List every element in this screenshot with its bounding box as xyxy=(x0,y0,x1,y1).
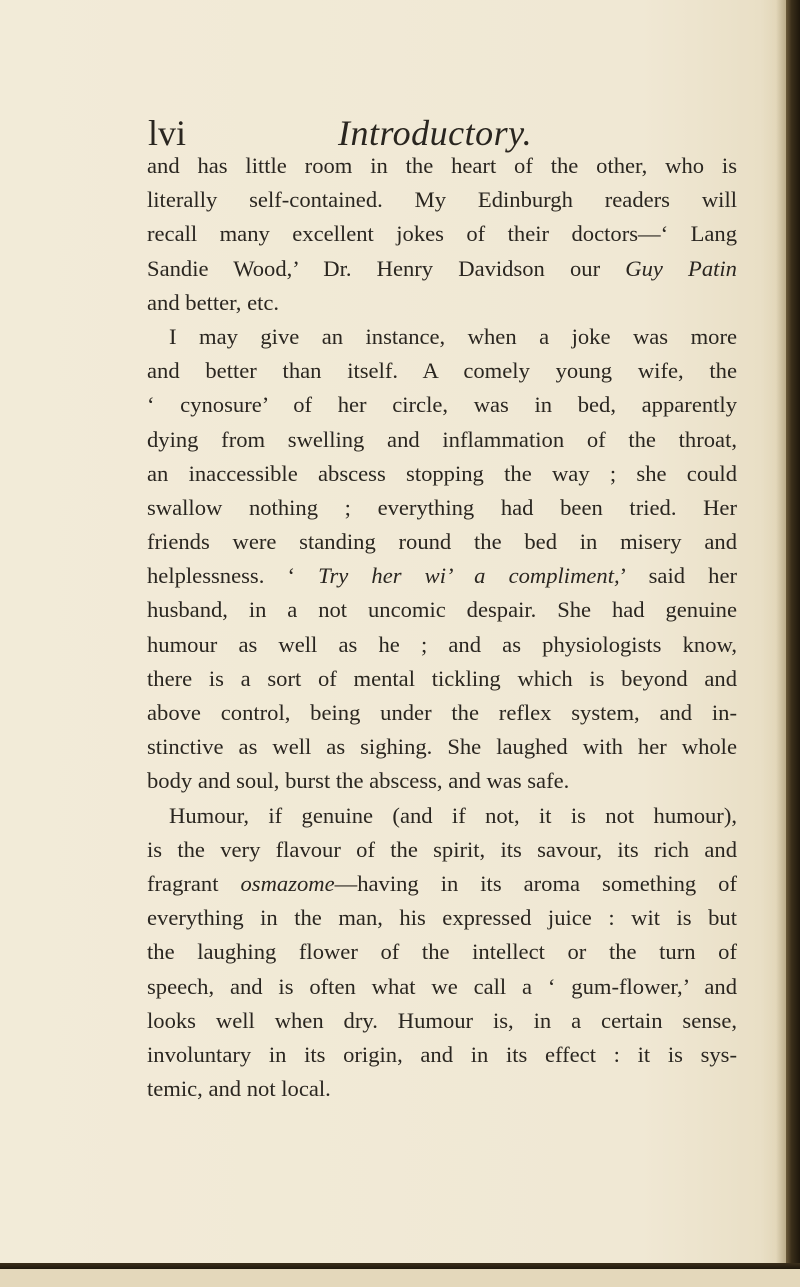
text-line: swallow nothing ; everything had been tried. Her xyxy=(147,494,737,520)
text-line: speech, and is often what we call a ‘ gum-flower,’ and xyxy=(147,973,737,999)
italic-run: Try her wi’ a compliment, xyxy=(318,563,620,589)
body-text xyxy=(147,149,737,1106)
text-run: ’ said her xyxy=(619,563,737,589)
text-line: Humour, if genuine (and if not, it is not humour), xyxy=(169,802,737,828)
text-line: there is a sort of mental tickling which is beyond and xyxy=(147,665,737,691)
text-run: fragrant xyxy=(147,870,241,896)
text-line: an inaccessible abscess stopping the way ; she could xyxy=(147,460,737,486)
text-line: looks well when dry. Humour is, in a certain sense, xyxy=(147,1007,737,1033)
text-line xyxy=(147,867,737,901)
text-line: everything in the man, his expressed juice : wit is but xyxy=(147,905,737,931)
text-line xyxy=(147,252,737,286)
text-line: ‘ cynosure’ of her circle, was in bed, apparently xyxy=(147,392,737,418)
text-run: Sandie Wood,’ Dr. Henry Davidson our xyxy=(147,255,626,281)
text-line: literally self-contained. My Edinburgh readers will xyxy=(147,187,737,213)
text-line: humour as well as he ; and as physiologists know, xyxy=(147,631,737,657)
text-line: body and soul, burst the abscess, and was safe. xyxy=(147,768,570,794)
text-line: the laughing flower of the intellect or the turn of xyxy=(147,939,737,965)
text-run: —having in its aroma something of xyxy=(334,870,737,896)
text-line: above control, being under the reflex system, and in- xyxy=(147,700,737,725)
italic-run: osmazome xyxy=(240,870,335,896)
text-line: temic, and not local. xyxy=(147,1076,331,1102)
text-line: friends were standing round the bed in misery and xyxy=(147,529,737,555)
bottom-margin xyxy=(0,1269,800,1287)
page-edge-shadow xyxy=(776,0,786,1287)
running-title: Introductory. xyxy=(338,113,533,153)
text-line: and has little room in the heart of the other, who is xyxy=(147,153,737,178)
text-line: husband, in a not uncomic despair. She had genuine xyxy=(147,597,737,623)
page-number: lvi xyxy=(148,113,187,153)
text-line: involuntary in its origin, and in its effect : it is sys- xyxy=(147,1041,737,1067)
page-edge xyxy=(786,0,800,1287)
text-line: stinctive as well as sighing. She laughed with her whole xyxy=(147,734,737,760)
text-run: helplessness. ‘ xyxy=(147,563,319,589)
text-line: and better than itself. A comely young wife, the xyxy=(147,358,737,384)
text-line: is the very flavour of the spirit, its savour, its rich and xyxy=(147,836,737,862)
text-line: I may give an instance, when a joke was more xyxy=(169,323,737,349)
bottom-edge xyxy=(0,1263,800,1269)
italic-run: Guy Patin xyxy=(625,255,737,281)
text-line: and better, etc. xyxy=(147,289,280,315)
text-line: recall many excellent jokes of their doctors—‘ Lang xyxy=(147,221,737,247)
text-line xyxy=(147,559,737,593)
text-line: dying from swelling and inflammation of the throat, xyxy=(147,426,737,452)
